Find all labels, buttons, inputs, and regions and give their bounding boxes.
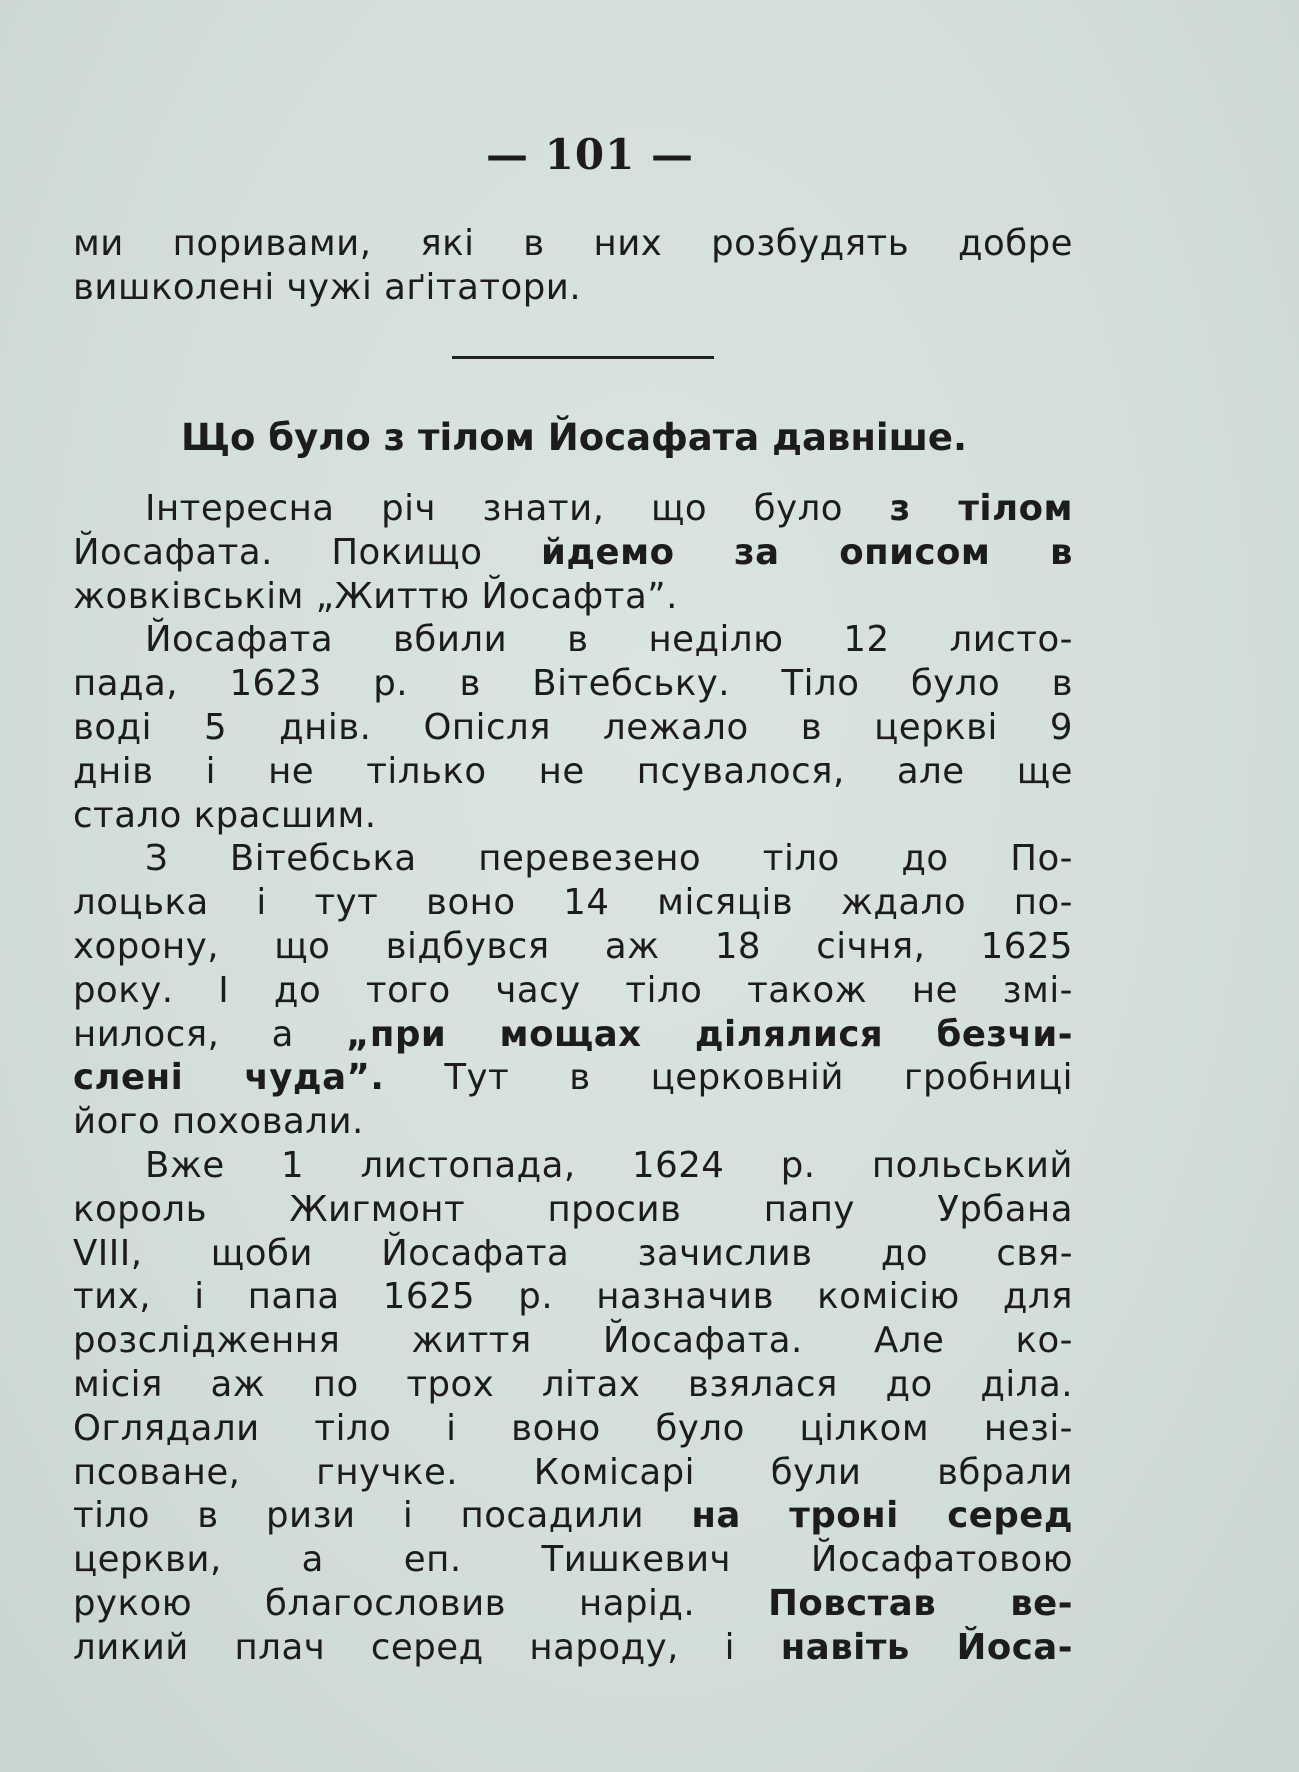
text-line: днів і не тілько не псувалося, але ще	[73, 750, 1073, 792]
text-line: вишколені чужі аґітатори.	[73, 266, 582, 308]
text-line: його поховали.	[73, 1101, 364, 1143]
text-line: король Жигмонт просив папу Урбана	[73, 1188, 1073, 1230]
text-line: VIII, щоби Йосафата зачислив до свя-	[73, 1232, 1073, 1274]
text-run: Тут в церковній гробниці	[444, 1057, 1073, 1099]
text-line: Оглядали тіло і воно було цілком незі-	[73, 1407, 1073, 1449]
section-body	[73, 487, 1073, 1670]
text-line	[73, 1626, 1073, 1670]
text-line	[73, 1013, 1073, 1057]
text-line: розслідження життя Йосафата. Але ко-	[73, 1320, 1073, 1362]
section-heading: Що було з тілом Йосафата давніше.	[180, 416, 968, 459]
text-run: Йосафата. Покищо	[73, 531, 483, 573]
text-line: З Вітебська перевезено тіло до По-	[145, 838, 1073, 880]
text-line: воді 5 днів. Опісля лежало в церкві 9	[73, 706, 1073, 748]
text-line	[73, 487, 1073, 531]
text-line: року. І до того часу тіло також не змі-	[73, 969, 1073, 1011]
text-line: місія аж по трох літах взялася до діла.	[73, 1363, 1073, 1405]
text-run: нилося, а	[73, 1013, 294, 1055]
text-run: ликий плач серед народу, і	[73, 1626, 736, 1668]
text-line: церкви, а еп. Тишкевич Йосафатовою	[73, 1539, 1073, 1581]
text-line	[73, 531, 1073, 575]
bold-text-run: йдемо за описом в	[540, 531, 1073, 573]
section-divider	[452, 356, 714, 359]
page-number: — 101 —	[486, 130, 694, 179]
text-line	[73, 1494, 1073, 1538]
intro-paragraph	[73, 222, 1073, 310]
bold-text-run: навіть Йоса-	[780, 1626, 1073, 1668]
text-line: пада, 1623 р. в Вітебську. Тіло було в	[73, 663, 1073, 705]
bold-text-run: на троні серед	[691, 1495, 1073, 1537]
text-line: ми поривами, які в них розбудять добре	[73, 223, 1073, 264]
text-line: хорону, що відбувся аж 18 січня, 1625	[73, 925, 1073, 967]
text-line: тих, і папа 1625 р. назначив комісію для	[73, 1276, 1073, 1318]
bold-text-run: Повстав ве-	[768, 1582, 1073, 1624]
text-line	[73, 1056, 1073, 1100]
text-line: псоване, гнучке. Комісарі були вбрали	[73, 1451, 1073, 1493]
bold-text-run: слені чуда”.	[73, 1057, 385, 1099]
text-line: стало красшим.	[73, 794, 377, 836]
text-run: Інтересна річ знати, що було	[145, 488, 844, 529]
text-run: тіло в ризи і посадили	[73, 1495, 645, 1537]
text-line: Вже 1 листопада, 1624 р. польський	[145, 1144, 1073, 1186]
text-line: жовківськім „Життю Йосафта”.	[73, 575, 678, 617]
text-run: рукою благословив нарід.	[73, 1582, 696, 1624]
text-line: лоцька і тут воно 14 місяців ждало по-	[73, 882, 1073, 924]
text-line	[73, 1582, 1073, 1626]
bold-text-run: „при мощах ділялися безчи-	[346, 1013, 1073, 1055]
text-line: Йосафата вбили в неділю 12 листо-	[145, 619, 1073, 661]
bold-text-run: з тілом	[889, 488, 1073, 529]
